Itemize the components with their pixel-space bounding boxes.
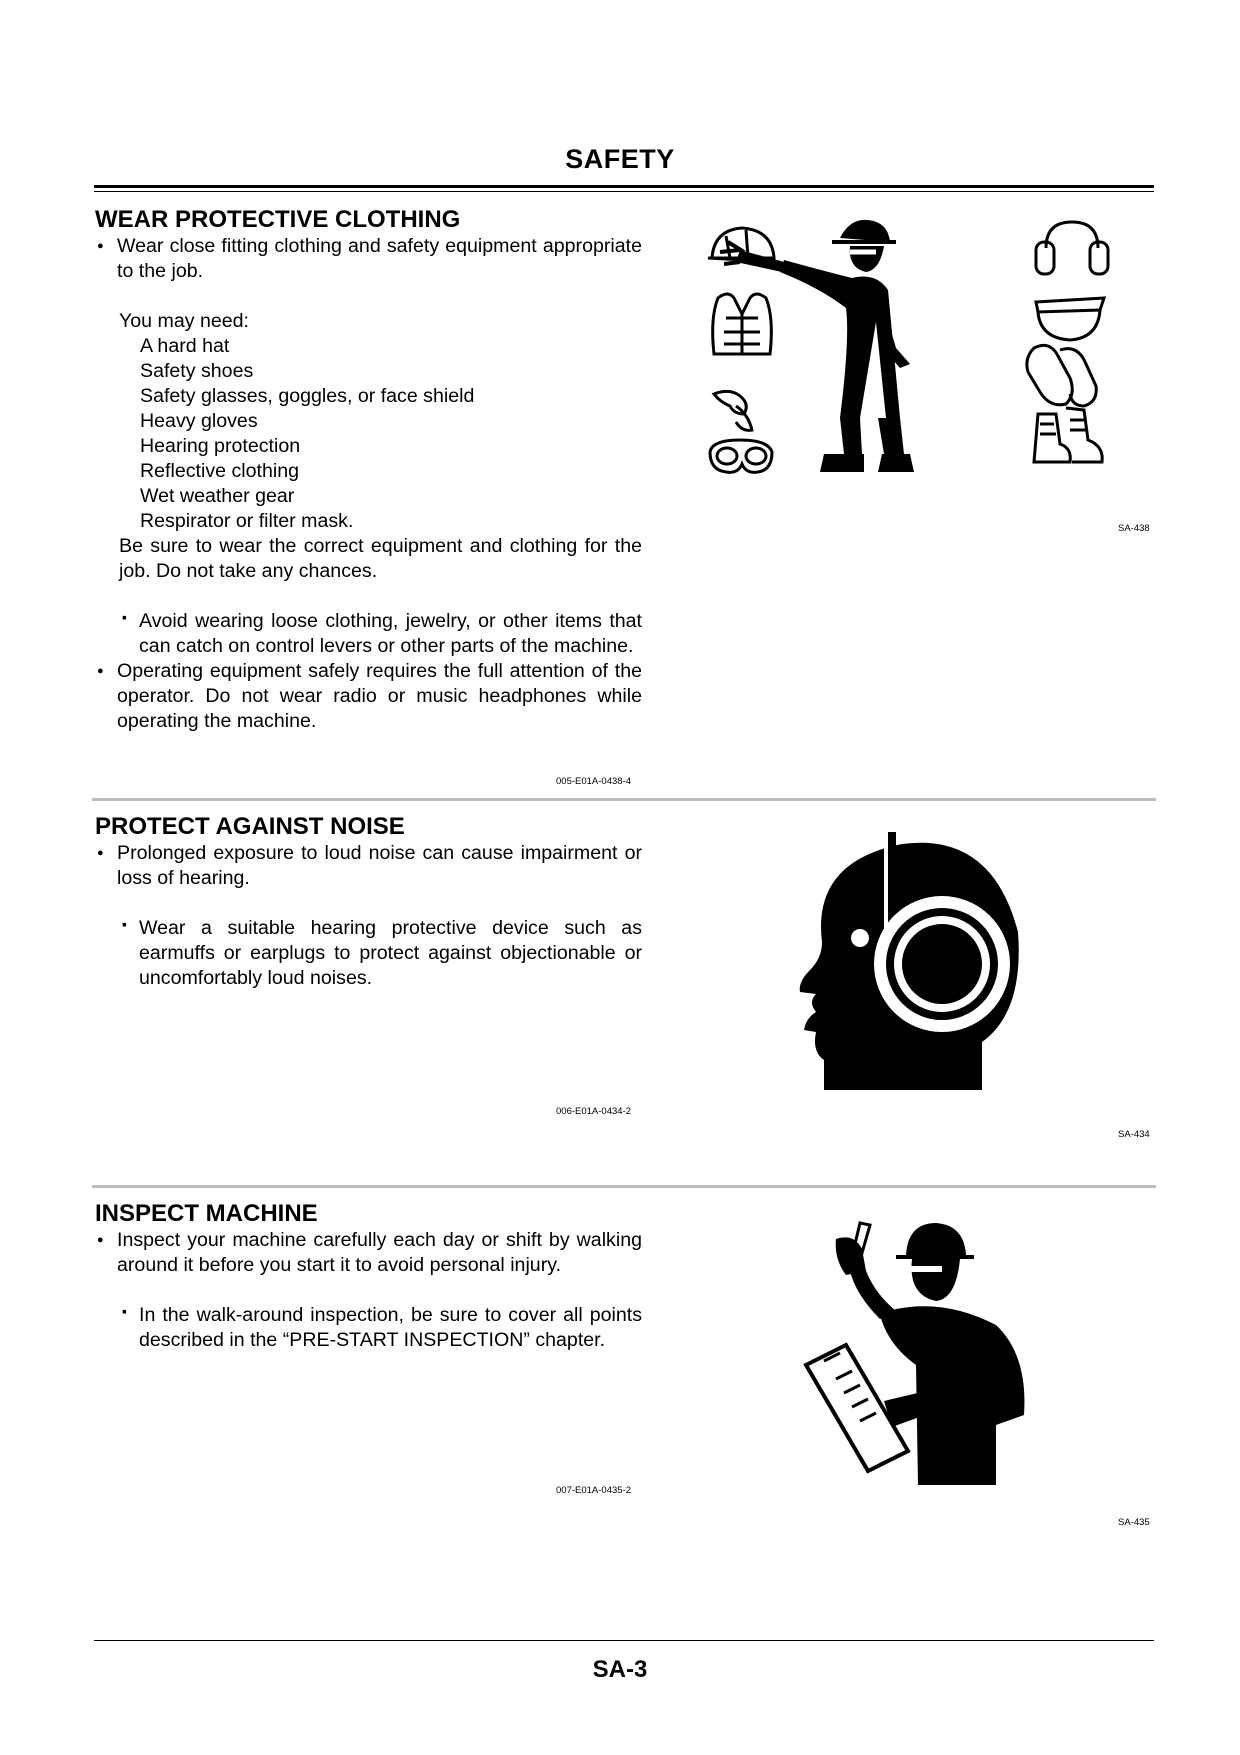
goggles-icon: [710, 440, 772, 472]
header-rule: [94, 185, 1154, 188]
section-body-inspect: [95, 1228, 642, 1353]
bullet-inspect-daily: ● Inspect your machine carefully each day or shift by walking around it before you start it to avoid personal injury.: [95, 1228, 642, 1278]
page-title: SAFETY: [565, 144, 675, 174]
safety-shoes-icon: [1034, 408, 1102, 462]
section-heading-inspect: INSPECT MACHINE: [95, 1200, 318, 1227]
sub-bullet-loose-clothing: · Avoid wearing loose clothing, jewelry, or other items that can catch on control levers or other parts of the machine.: [95, 609, 642, 659]
earmuffs-icon: [1036, 222, 1108, 274]
section-heading-clothing: WEAR PROTECTIVE CLOTHING: [95, 206, 461, 233]
inspection-worker-illustration: [796, 1215, 1036, 1491]
protective-clothing-illustration: [700, 218, 1140, 498]
hearing-protection-illustration: [792, 832, 1042, 1096]
face-shield-icon: [1036, 298, 1104, 340]
page-number: SA-3: [592, 1656, 648, 1683]
sub-bullet-hearing-device: · Wear a suitable hearing protective device such as earmuffs or earplugs to protect against objectionable or uncomfortably loud noises.: [95, 916, 642, 991]
protective-equipment-list: [95, 334, 642, 534]
bullet-close-fitting: ● Wear close fitting clothing and safety equipment appropriate to the job.: [95, 234, 642, 284]
section-divider: [92, 1185, 1156, 1188]
reference-code: 005-E01A-0438-4: [556, 776, 631, 787]
sub-bullet-walk-around: · In the walk-around inspection, be sure to cover all points described in the “PRE-START INSPECTION” chapter.: [95, 1303, 642, 1353]
list-item: Heavy gloves: [140, 410, 258, 432]
section-divider: [92, 798, 1156, 801]
worker-with-clipboard-icon: [806, 1223, 1024, 1485]
figure-label: SA-438: [1118, 523, 1150, 534]
earplugs-icon: [714, 391, 752, 430]
figure-label: SA-435: [1118, 1517, 1150, 1528]
reflective-vest-icon: [713, 294, 772, 354]
bullet-noise-exposure: ● Prolonged exposure to loud noise can cause impairment or loss of hearing.: [95, 841, 642, 891]
closing-paragraph: Be sure to wear the correct equipment and clothing for the job. Do not take any chances.: [119, 535, 642, 582]
list-item: Reflective clothing: [140, 460, 300, 482]
reference-code: 006-E01A-0434-2: [556, 1106, 631, 1117]
section-heading-noise: PROTECT AGAINST NOISE: [95, 813, 405, 840]
gloves-icon: [1027, 345, 1096, 406]
worker-silhouette-icon: [720, 220, 914, 472]
list-item: Safety shoes: [140, 360, 254, 382]
list-item: Wet weather gear: [140, 485, 295, 507]
head-with-earmuffs-icon: [800, 832, 1019, 1090]
need-intro: You may need:: [119, 310, 249, 332]
list-item: Safety glasses, goggles, or face shield: [140, 385, 475, 407]
footer-rule: [94, 1640, 1154, 1641]
figure-label: SA-434: [1118, 1129, 1150, 1140]
section-body-noise: [95, 841, 642, 991]
section-body-clothing: [95, 234, 642, 734]
header-rule-thin: [94, 191, 1154, 192]
reference-code: 007-E01A-0435-2: [556, 1485, 631, 1496]
list-item: Hearing protection: [140, 435, 301, 457]
list-item: A hard hat: [140, 335, 230, 357]
bullet-full-attention: ● Operating equipment safely requires the full attention of the operator. Do not wear radio or music headphones while operating the machine.: [95, 659, 642, 734]
list-item: Respirator or filter mask.: [140, 510, 354, 532]
